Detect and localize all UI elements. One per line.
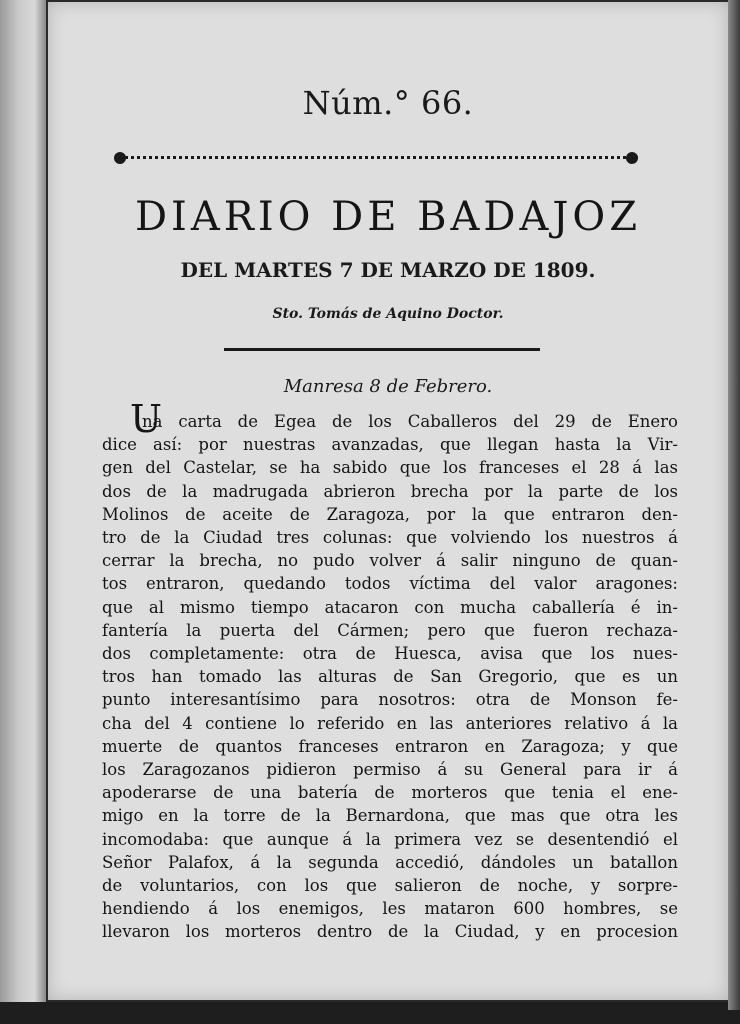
- article-line: apoderarse de una batería de morteros que tenia el ene-: [102, 783, 678, 803]
- article-line: migo en la torre de la Bernardona, que mas que otra les: [102, 806, 678, 826]
- article-line: hendiendo á los enemigos, les mataron 600 hombres, se: [102, 899, 678, 919]
- article-line: cha del 4 contiene lo referido en las anteriores relativo á la: [102, 713, 678, 733]
- newspaper-page: [48, 2, 728, 1000]
- article-line: punto interesantísimo para nosotros: otra de Monson fe-: [102, 690, 678, 710]
- article-place-date: Manresa 8 de Febrero.: [283, 376, 493, 397]
- book-spine-edge: [0, 0, 46, 1024]
- masthead-title: DIARIO DE BADAJOZ: [134, 194, 642, 240]
- page-right-edge: [728, 0, 740, 1010]
- article-line: fantería la puerta del Cármen; pero que fueron rechaza-: [102, 620, 678, 640]
- article-line: los Zaragozanos pidieron permiso á su General para ir á: [102, 760, 678, 780]
- ornamental-rule: [118, 156, 638, 165]
- issue-number: Núm.° 66.: [302, 84, 474, 122]
- article-line: que al mismo tiempo atacaron con mucha caballería é in-: [102, 597, 678, 617]
- dateline: DEL MARTES 7 DE MARZO DE 1809.: [180, 258, 596, 282]
- article-line: llevaron los morteros dentro de la Ciudad, y en procesion: [102, 922, 678, 942]
- article-line: gen del Castelar, se ha sabido que los franceses el 28 á las: [102, 458, 678, 478]
- article-line: Molinos de aceite de Zaragoza, por la que entraron den-: [102, 504, 678, 524]
- article-line: dice así: por nuestras avanzadas, que llegan hasta la Vir-: [102, 435, 678, 455]
- article-line: incomodaba: que aunque á la primera vez se desentendió el: [102, 829, 678, 849]
- article-body: [102, 410, 678, 944]
- article-line: Señor Palafox, á la segunda accedió, dándoles un batallon: [102, 852, 678, 872]
- header-rule: [224, 348, 540, 351]
- article-line: tro de la Ciudad tres colunas: que volviendo los nuestros á: [102, 528, 678, 548]
- article-line: muerte de quantos franceses entraron en Zaragoza; y que: [102, 736, 678, 756]
- article-line: dos completamente: otra de Huesca, avisa que los nues-: [102, 644, 678, 664]
- ornament-dot-right: [626, 152, 638, 164]
- drop-cap: U: [130, 397, 163, 441]
- article-line: de voluntarios, con los que salieron de noche, y sorpre-: [102, 876, 678, 896]
- article-line: na carta de Egea de los Caballeros del 29 de Enero: [142, 412, 678, 431]
- saint-of-day: Sto. Tomás de Aquino Doctor.: [272, 306, 504, 322]
- article-line: tos entraron, quedando todos víctima del valor aragones:: [102, 574, 678, 594]
- bottom-shadow: [0, 1002, 740, 1024]
- article-line: tros han tomado las alturas de San Gregorio, que es un: [102, 667, 678, 687]
- article-line: dos de la madrugada abrieron brecha por la parte de los: [102, 481, 678, 501]
- article-line: cerrar la brecha, no pudo volver á salir ninguno de quan-: [102, 551, 678, 571]
